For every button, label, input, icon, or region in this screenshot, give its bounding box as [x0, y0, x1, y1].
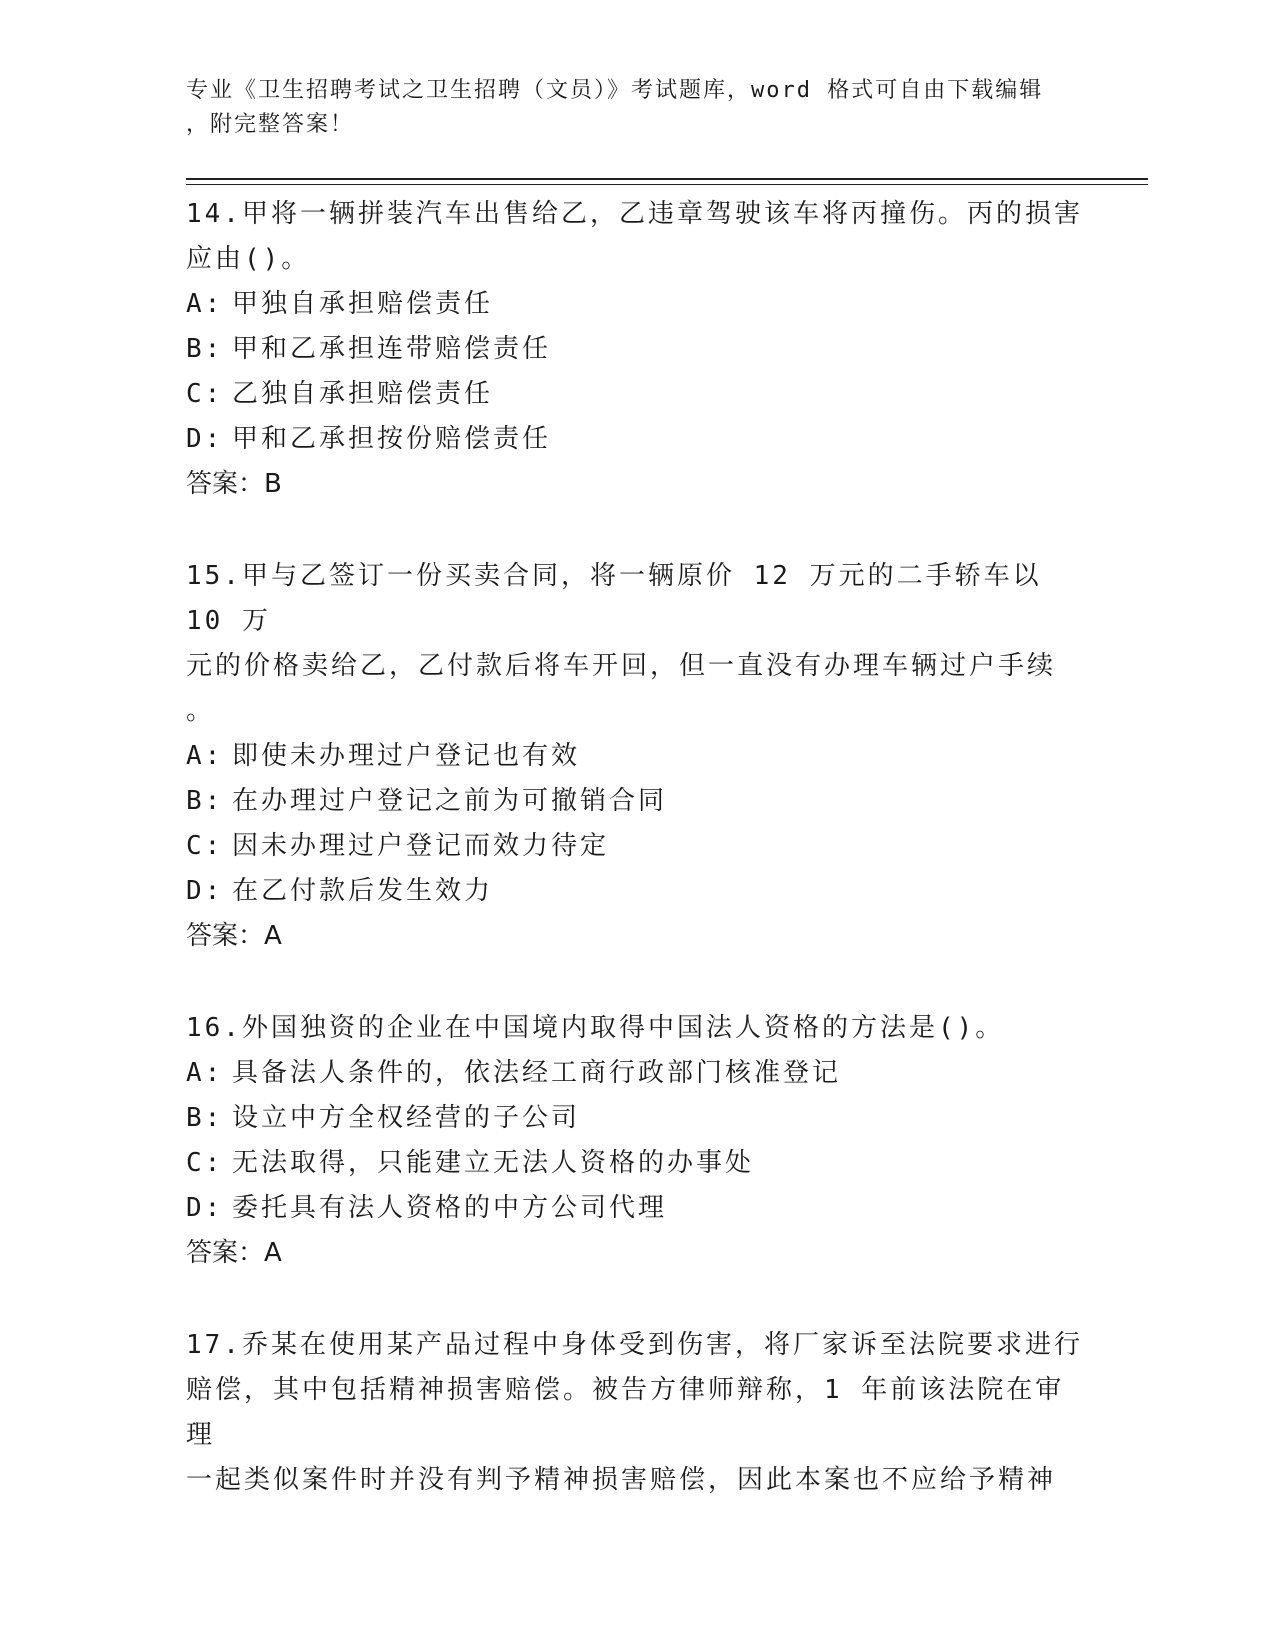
option-text: 在乙付款后发生效力	[232, 876, 494, 906]
question-stem-line: 15.甲与乙签订一份买卖合同，将一辆原价 12 万元的二手轿车以 10 万	[186, 561, 1061, 636]
question-stem-line: 赔偿，其中包括精神损害赔偿。被告方律师辩称，1 年前该法院在审理	[186, 1375, 1065, 1450]
answer-option	[186, 869, 1086, 914]
answer-option	[186, 1051, 1086, 1096]
option-text: 无法取得，只能建立无法人资格的办事处	[232, 1148, 755, 1178]
option-key: B:	[186, 1103, 224, 1133]
header-line-1: 专业《卫生招聘考试之卫生招聘（文员）》考试题库，word 格式可自由下载编辑	[186, 78, 1044, 103]
question-block	[186, 1323, 1086, 1503]
answer-line: 答案：A	[186, 921, 282, 951]
option-key: A:	[186, 289, 224, 319]
option-key: C:	[186, 1148, 224, 1178]
question-list	[186, 192, 1086, 1503]
answer-option	[186, 1096, 1086, 1141]
header-line-2: ，附完整答案！	[186, 112, 355, 137]
header-divider-thick	[186, 178, 1148, 180]
option-text: 即使未办理过户登记也有效	[232, 741, 581, 771]
answer-option	[186, 372, 1086, 417]
answer-option	[186, 417, 1086, 462]
answer-option	[186, 327, 1086, 372]
option-text: 乙独自承担赔偿责任	[232, 379, 494, 409]
option-key: A:	[186, 741, 224, 771]
question-block	[186, 192, 1086, 507]
question-stem-line: 元的价格卖给乙，乙付款后将车开回，但一直没有办理车辆过户手续	[186, 651, 1057, 681]
option-key: C:	[186, 379, 224, 409]
question-spacer	[186, 1276, 1086, 1323]
question-block	[186, 554, 1086, 959]
option-text: 具备法人条件的，依法经工商行政部门核准登记	[232, 1058, 842, 1088]
answer-option	[186, 282, 1086, 327]
option-key: D:	[186, 1193, 224, 1223]
question-block	[186, 1006, 1086, 1276]
answer-option	[186, 824, 1086, 869]
option-text: 甲和乙承担按份赔偿责任	[232, 424, 552, 454]
option-key: D:	[186, 876, 224, 906]
document-header	[186, 74, 1086, 142]
option-key: C:	[186, 831, 224, 861]
question-stem-line: 16.外国独资的企业在中国境内取得中国法人资格的方法是()。	[186, 1013, 1005, 1043]
option-key: D:	[186, 424, 224, 454]
option-text: 设立中方全权经营的子公司	[232, 1103, 581, 1133]
option-text: 甲和乙承担连带赔偿责任	[232, 334, 552, 364]
option-text: 在办理过户登记之前为可撤销合同	[232, 786, 668, 816]
option-text: 因未办理过户登记而效力待定	[232, 831, 610, 861]
question-stem-line: 17.乔某在使用某产品过程中身体受到伤害，将厂家诉至法院要求进行	[186, 1330, 1083, 1360]
option-key: B:	[186, 786, 224, 816]
question-stem-line: 14.甲将一辆拼装汽车出售给乙，乙违章驾驶该车将丙撞伤。丙的损害	[186, 199, 1083, 229]
header-divider-thin	[186, 184, 1148, 185]
answer-option	[186, 1186, 1086, 1231]
question-stem-line: 应由()。	[186, 244, 311, 274]
question-spacer	[186, 959, 1086, 1006]
question-spacer	[186, 507, 1086, 554]
answer-option	[186, 734, 1086, 779]
option-key: B:	[186, 334, 224, 364]
answer-option	[186, 779, 1086, 824]
answer-line: 答案：A	[186, 1238, 282, 1268]
answer-line: 答案：B	[186, 469, 282, 499]
question-stem-line: 。	[186, 696, 216, 726]
option-text: 委托具有法人资格的中方公司代理	[232, 1193, 668, 1223]
option-text: 甲独自承担赔偿责任	[232, 289, 494, 319]
option-key: A:	[186, 1058, 224, 1088]
question-stem-line: 一起类似案件时并没有判予精神损害赔偿，因此本案也不应给予精神	[186, 1465, 1057, 1495]
answer-option	[186, 1141, 1086, 1186]
